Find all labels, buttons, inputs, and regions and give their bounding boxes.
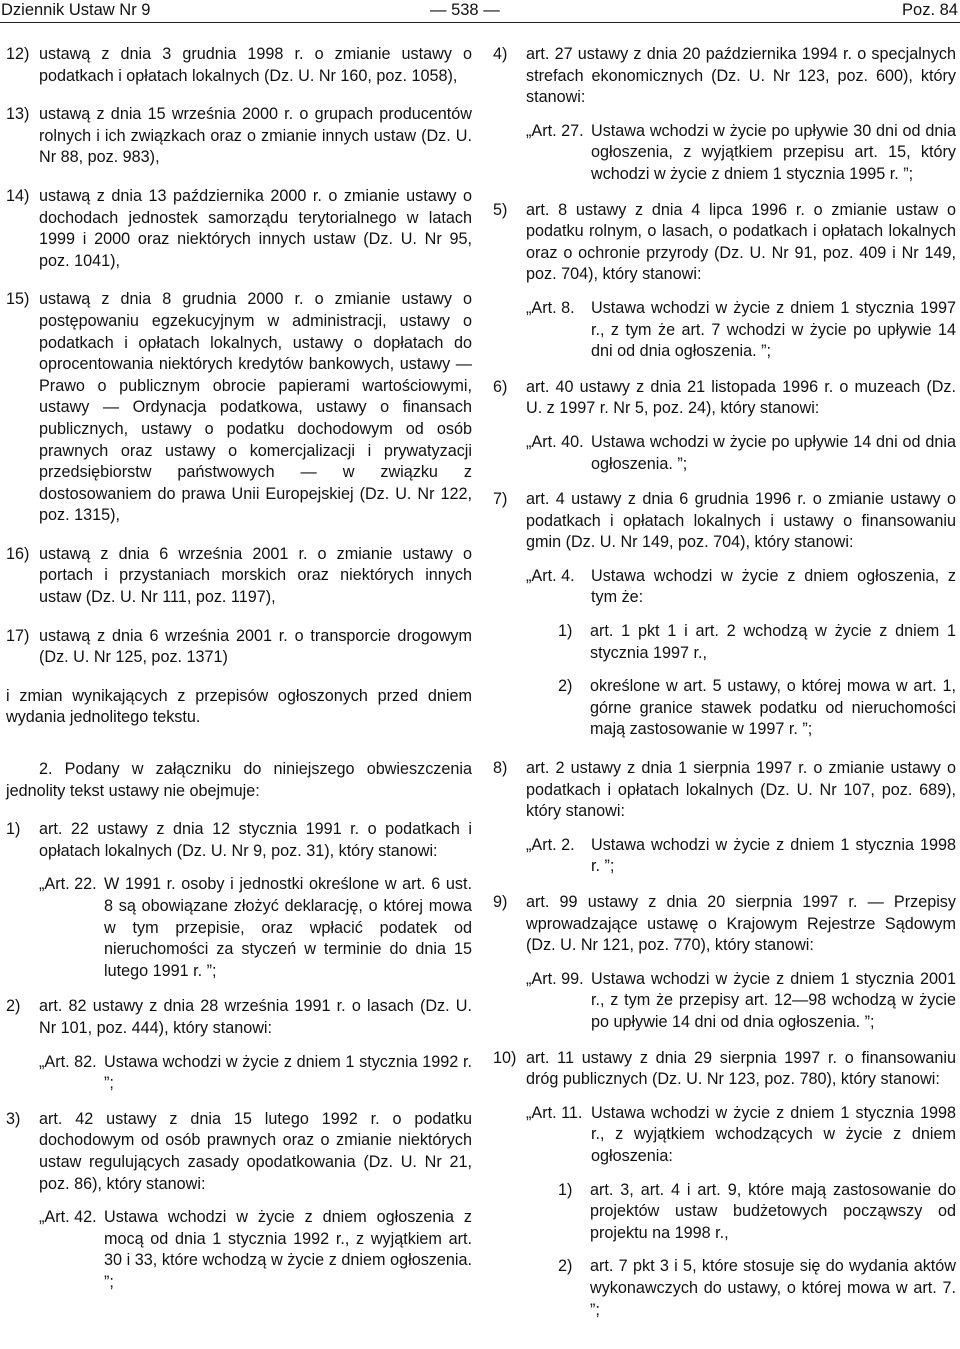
- quote-text: Ustawa wchodzi w życie z dniem 1 stycznia 1997 r., z tym że art. 7 wchodzi w życie po upływie 14 dni od dnia ogłoszenia. ”;: [591, 298, 956, 361]
- item-number: 6): [493, 377, 508, 396]
- quoted-article: [39, 1052, 472, 1095]
- item-text: art. 99 ustawy z dnia 20 sierpnia 1997 r. — Przepisy wprowadzające ustawę o Krajowym Rejestrze Sądowym (Dz. U. Nr 121, poz. 770), który stanowi:: [526, 893, 956, 955]
- item-number: 15): [6, 290, 30, 309]
- item-text: art. 82 ustawy z dnia 28 września 1991 r. o lasach (Dz. U. Nr 101, poz. 444), który stanowi:: [39, 997, 472, 1037]
- excluded-article: [493, 200, 956, 286]
- excluded-article: [6, 996, 472, 1039]
- sub-text: określone w art. 5 ustawy, o której mowa w art. 1, górne granice stawek podatku od nieruchomości mają zastosowanie w 1997 r. ”;: [590, 677, 956, 739]
- quote-lead: „Art. 40.: [526, 432, 584, 451]
- item-number: 17): [6, 626, 30, 645]
- sub-number: 2): [558, 1257, 573, 1276]
- paragraph-2: 2. Podany w załączniku do niniejszego obwieszczenia jednolity tekst ustawy nie obejmuje:: [6, 760, 472, 800]
- quote-text: Ustawa wchodzi w życie z dniem 1 stycznia 1998 r. ”;: [591, 835, 956, 876]
- position-number: Poz. 84: [902, 1, 958, 19]
- item-text: art. 22 ustawy z dnia 12 stycznia 1991 r. o podatkach i opłatach lokalnych (Dz. U. Nr 9, poz. 31), który stanowi:: [39, 820, 472, 860]
- sub-number: 2): [558, 677, 573, 696]
- item-text: art. 42 ustawy z dnia 15 lutego 1992 r. o podatku dochodowym od osób prawnych oraz o zmianie niektórych ustaw regulujących zasady opodatkowania (Dz. U. Nr 21, poz. 86), który stanowi:: [39, 1109, 472, 1193]
- excluded-article: [6, 819, 472, 862]
- quote-lead: „Art. 42.: [39, 1208, 97, 1227]
- item-number: 12): [6, 45, 30, 63]
- closing-paragraph: i zmian wynikających z przepisów ogłoszonych przed dniem wydania jednolitego tekstu.: [6, 686, 472, 727]
- excluded-article: [493, 377, 956, 420]
- excluded-article: [493, 44, 956, 109]
- quote-lead: „Art. 82.: [39, 1052, 97, 1071]
- list-item: [6, 289, 472, 527]
- item-text: art. 27 ustawy z dnia 20 października 1994 r. o specjalnych strefach ekonomicznych (Dz. U. Nr 123, poz. 600), który stanowi:: [526, 45, 956, 107]
- sub-item: [558, 676, 956, 741]
- item-number: 16): [6, 544, 30, 563]
- item-number: 8): [493, 759, 508, 778]
- quote-text: Ustawa wchodzi w życie z dniem ogłoszenia z mocą od dnia 1 stycznia 1992 r., z wyjątkiem art. 30 i 33, które wchodzą w życie z dniem ogłoszenia. ”;: [104, 1208, 472, 1291]
- item-text: art. 40 ustawy z dnia 21 listopada 1996 r. o muzeach (Dz. U. z 1997 r. Nr 5, poz. 24), który stanowi:: [526, 377, 956, 418]
- item-number: 14): [6, 186, 30, 205]
- quoted-article: [526, 1103, 956, 1168]
- quote-lead: „Art. 8.: [526, 298, 575, 317]
- list-item: [6, 626, 472, 669]
- item-text: ustawą z dnia 15 września 2000 r. o grupach producentów rolnych i ich związkach oraz o zmianie innych ustaw (Dz. U. Nr 88, poz. 983),: [39, 105, 472, 167]
- quote-lead: „Art. 99.: [526, 969, 584, 988]
- quoted-article: [526, 298, 956, 363]
- right-column: [493, 44, 956, 1321]
- list-item: [6, 186, 472, 272]
- excluded-article: [6, 1109, 472, 1195]
- item-number: 10): [493, 1048, 517, 1067]
- item-number: 4): [493, 45, 508, 63]
- item-text: art. 2 ustawy z dnia 1 sierpnia 1997 r. o zmianie ustawy o podatkach i opłatach lokalnych (Dz. U. Nr 107, poz. 689), który stanowi:: [526, 759, 956, 821]
- quoted-article: [526, 121, 956, 186]
- sub-text: art. 7 pkt 3 i 5, które stosuje się do wydania aktów wykonawczych do ustawy, o której mowa w art. 7. ”;: [590, 1257, 956, 1319]
- quote-lead: „Art. 2.: [526, 835, 575, 854]
- excluded-article: [493, 892, 956, 957]
- excluded-article: [493, 1048, 956, 1091]
- quoted-article: [526, 432, 956, 475]
- item-number: 9): [493, 893, 508, 911]
- list-item: [6, 544, 472, 609]
- item-text: art. 8 ustawy z dnia 4 lipca 1996 r. o zmianie ustaw o podatku rolnym, o lasach, o podatkach i opłatach lokalnych oraz o ochronie przyrody (Dz. U. Nr 91, poz. 409 i Nr 149, poz. 704), który stanowi:: [526, 200, 956, 284]
- quote-lead: „Art. 27.: [526, 121, 584, 140]
- sub-text: art. 3, art. 4 i art. 9, które mają zastosowanie do projektów ustaw budżetowych począwszy od projektu na 1998 r.,: [590, 1180, 956, 1242]
- item-number: 3): [6, 1109, 21, 1128]
- item-number: 7): [493, 490, 508, 509]
- header-rule: [0, 22, 960, 23]
- page-header: [0, 0, 960, 22]
- sub-item: [558, 1180, 956, 1245]
- sub-item: [558, 621, 956, 664]
- item-number: 5): [493, 200, 508, 219]
- quote-text: Ustawa wchodzi w życie po upływie 14 dni od dnia ogłoszenia. ”;: [591, 432, 956, 473]
- quoted-article: [526, 969, 956, 1034]
- item-number: 2): [6, 997, 21, 1016]
- quoted-article: [39, 874, 472, 982]
- item-number: 1): [6, 820, 21, 839]
- sub-text: art. 1 pkt 1 i art. 2 wchodzą w życie z dniem 1 stycznia 1997 r.,: [590, 622, 956, 662]
- left-column: [6, 44, 472, 1294]
- item-text: art. 11 ustawy z dnia 29 sierpnia 1997 r. o finansowaniu dróg publicznych (Dz. U. Nr 123, poz. 780), który stanowi:: [526, 1048, 956, 1089]
- quote-lead: „Art. 22.: [39, 875, 97, 894]
- journal-title: Dziennik Ustaw Nr 9: [1, 1, 151, 19]
- excluded-article: [493, 758, 956, 823]
- item-text: ustawą z dnia 6 września 2001 r. o transporcie drogowym (Dz. U. Nr 125, poz. 1371): [39, 626, 472, 667]
- list-item: [6, 104, 472, 169]
- quote-text: Ustawa wchodzi w życie z dniem ogłoszenia, z tym że:: [591, 566, 956, 607]
- quote-text: W 1991 r. osoby i jednostki określone w art. 6 ust. 8 są obowiązane złożyć deklarację, o której mowa w tym przepisie, oraz wpłacić podatek od nieruchomości za styczeń w terminie do dnia 15 lutego 1991 r. ”;: [104, 875, 472, 980]
- sub-number: 1): [558, 1180, 573, 1199]
- item-text: art. 4 ustawy z dnia 6 grudnia 1996 r. o zmianie ustawy o podatkach i opłatach lokalnych i ustawy o finansowaniu gmin (Dz. U. Nr 149, poz. 704), który stanowi:: [526, 490, 956, 552]
- page-number: — 538 —: [430, 1, 500, 19]
- quote-text: Ustawa wchodzi w życie z dniem 1 stycznia 1998 r., z wyjątkiem wchodzących w życie z dniem ogłoszenia:: [591, 1103, 956, 1165]
- quote-text: Ustawa wchodzi w życie po upływie 30 dni od dnia ogłoszenia, z wyjątkiem przepisu art. 15, który wchodzi w życie z dniem 1 stycznia 1995 r. ”;: [591, 121, 956, 183]
- sub-item: [558, 1256, 956, 1321]
- item-number: 13): [6, 105, 30, 124]
- quoted-article: [526, 566, 956, 609]
- excluded-article: [493, 489, 956, 554]
- sub-number: 1): [558, 622, 573, 641]
- item-text: ustawą z dnia 13 października 2000 r. o zmianie ustawy o dochodach jednostek samorządu terytorialnego w latach 1999 i 2000 oraz niektórych innych ustaw (Dz. U. Nr 95, poz. 1041),: [39, 186, 472, 270]
- quoted-article: [39, 1207, 472, 1293]
- quoted-article: [526, 835, 956, 878]
- item-text: ustawą z dnia 8 grudnia 2000 r. o zmianie ustawy o postępowaniu egzekucyjnym w administracji, ustawy o podatkach i opłatach lokalnych, ustawy o dopłatach do oprocentowania niektórych kredytów bankowych, ustawy — Prawo o publicznym obrocie papierami wartościowymi, ustawy — Ordynacja podatkowa, ustawy o finansach publicznych, ustawy o podatku dochodowym od osób prawnych oraz ustawy o komercjalizacji i prywatyzacji przedsiębiorstw państwowych — w związku z dostosowaniem do prawa Unii Europejskiej (Dz. U. Nr 122, poz. 1315),: [39, 290, 472, 525]
- quote-lead: „Art. 11.: [526, 1103, 583, 1122]
- quote-lead: „Art. 4.: [526, 566, 575, 585]
- list-item: [6, 44, 472, 87]
- item-text: ustawą z dnia 6 września 2001 r. o zmianie ustawy o portach i przystaniach morskich oraz niektórych innych ustaw (Dz. U. Nr 111, poz. 1197),: [39, 544, 472, 607]
- quote-text: Ustawa wchodzi w życie z dniem 1 stycznia 2001 r., z tym że przepisy art. 12—98 wchodzą w życie po upływie 14 dni od dnia ogłoszenia. ”;: [591, 969, 956, 1031]
- item-text: ustawą z dnia 3 grudnia 1998 r. o zmianie ustawy o podatkach i opłatach lokalnych (Dz. U. Nr 160, poz. 1058),: [39, 45, 472, 85]
- quote-text: Ustawa wchodzi w życie z dniem 1 stycznia 1992 r. ”;: [104, 1052, 472, 1093]
